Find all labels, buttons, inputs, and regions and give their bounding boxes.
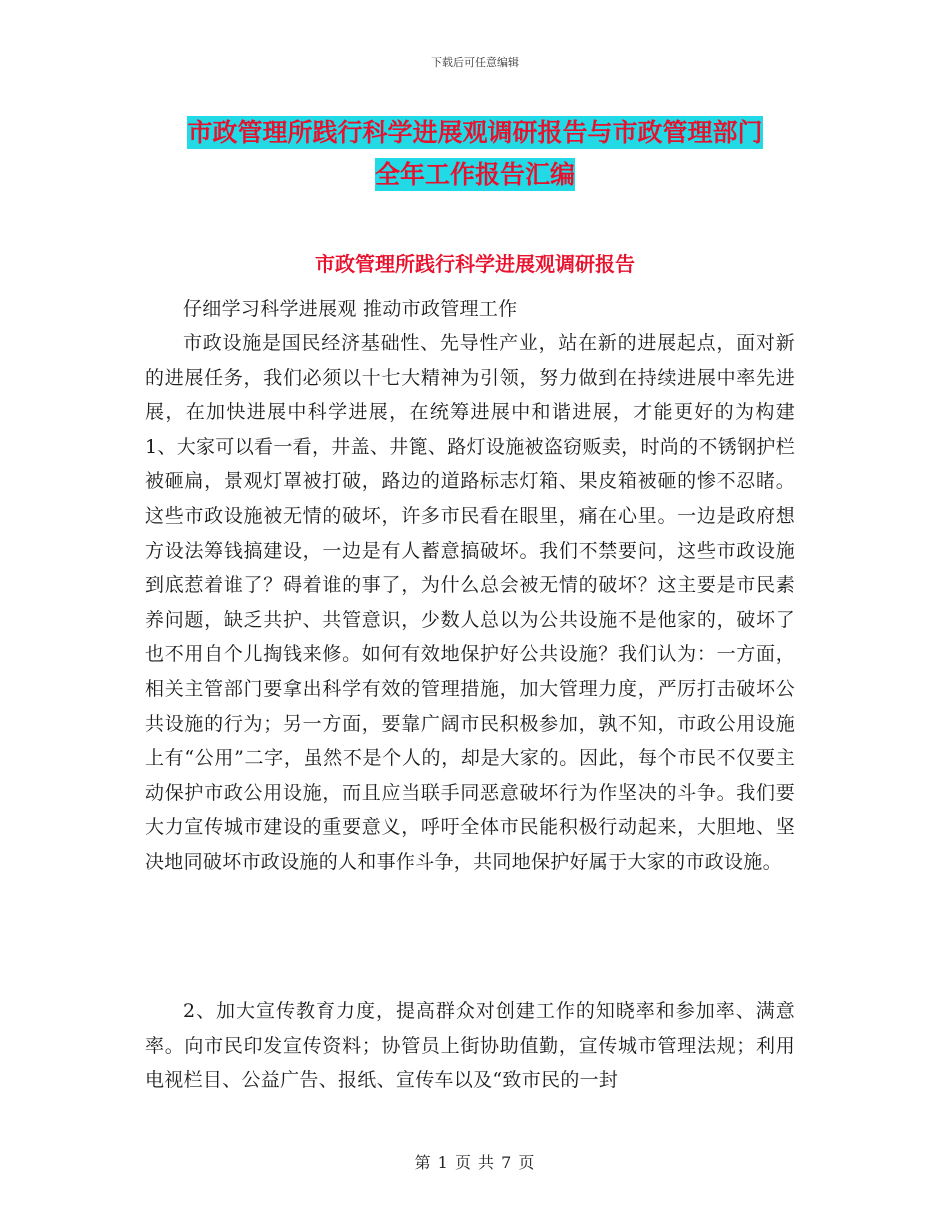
paragraph-body-1: 市政设施是国民经济基础性、先导性产业，站在新的进展起点，面对新的进展任务，我们必须以十七大精神为引领，努力做到在持续进展中率先进展，在加快进展中科学进展，在统筹进展中和谐进展，才能更好的为构建 1、大家可以看一看，井盖、井篦、路灯设施被盗窃贩卖，时尚的不锈钢护栏被砸扁，景观灯罩被打破，路边的道路标志灯箱、果皮箱被砸的惨不忍睹。这些市政设施被无情的破坏，许多市民看在眼里，痛在心里。一边是政府想方设法筹钱搞建设，一边是有人蓄意搞破坏。我们不禁要问，这些市政设施到底惹着谁了？碍着谁的事了，为什么总会被无情的破坏？这主要是市民素养问题，缺乏共护、共管意识，少数人总以为公共设施不是他家的，破坏了也不用自个儿掏钱来修。如何有效地保护好公共设施？我们认为：一方面，相关主管部门要拿出科学有效的管理措施，加大管理力度，严厉打击破坏公共设施的行为；另一方面，要靠广阔市民积极参加，孰不知，市政公用设施上有“公用”二字，虽然不是个人的，却是大家的。因此，每个市民不仅要主动保护市政公用设施，而且应当联手同恶意破坏行为作坚决的斗争。我们要大力宣传城市建设的重要意义，呼吁全体市民能积极行动起来，大胆地、坚决地同破坏市政设施的人和事作斗争，共同地保护好属于大家的市政设施。 <box>145 332 795 873</box>
header-note: 下载后可任意编辑 <box>431 56 519 69</box>
page-footer: 第 1 页 共 7 页 <box>414 1153 536 1172</box>
document-title-line1: 市政管理所践行科学进展观调研报告与市政管理部门 <box>187 118 763 147</box>
section-title: 市政管理所践行科学进展观调研报告 <box>315 252 635 276</box>
paragraph-body-2: 2、加大宣传教育力度，提高群众对创建工作的知晓率和参加率、满意率。向市民印发宣传资料；协管员上街协助值勤，宣传城市管理法规；利用电视栏目、公益广告、报纸、宣传车以及“致市民的一封 <box>145 1000 795 1092</box>
paragraph-subtitle: 仔细学习科学进展观 推动市政管理工作 <box>183 298 518 320</box>
document-title <box>145 112 805 196</box>
document-title-line2: 全年工作报告汇编 <box>374 160 575 189</box>
